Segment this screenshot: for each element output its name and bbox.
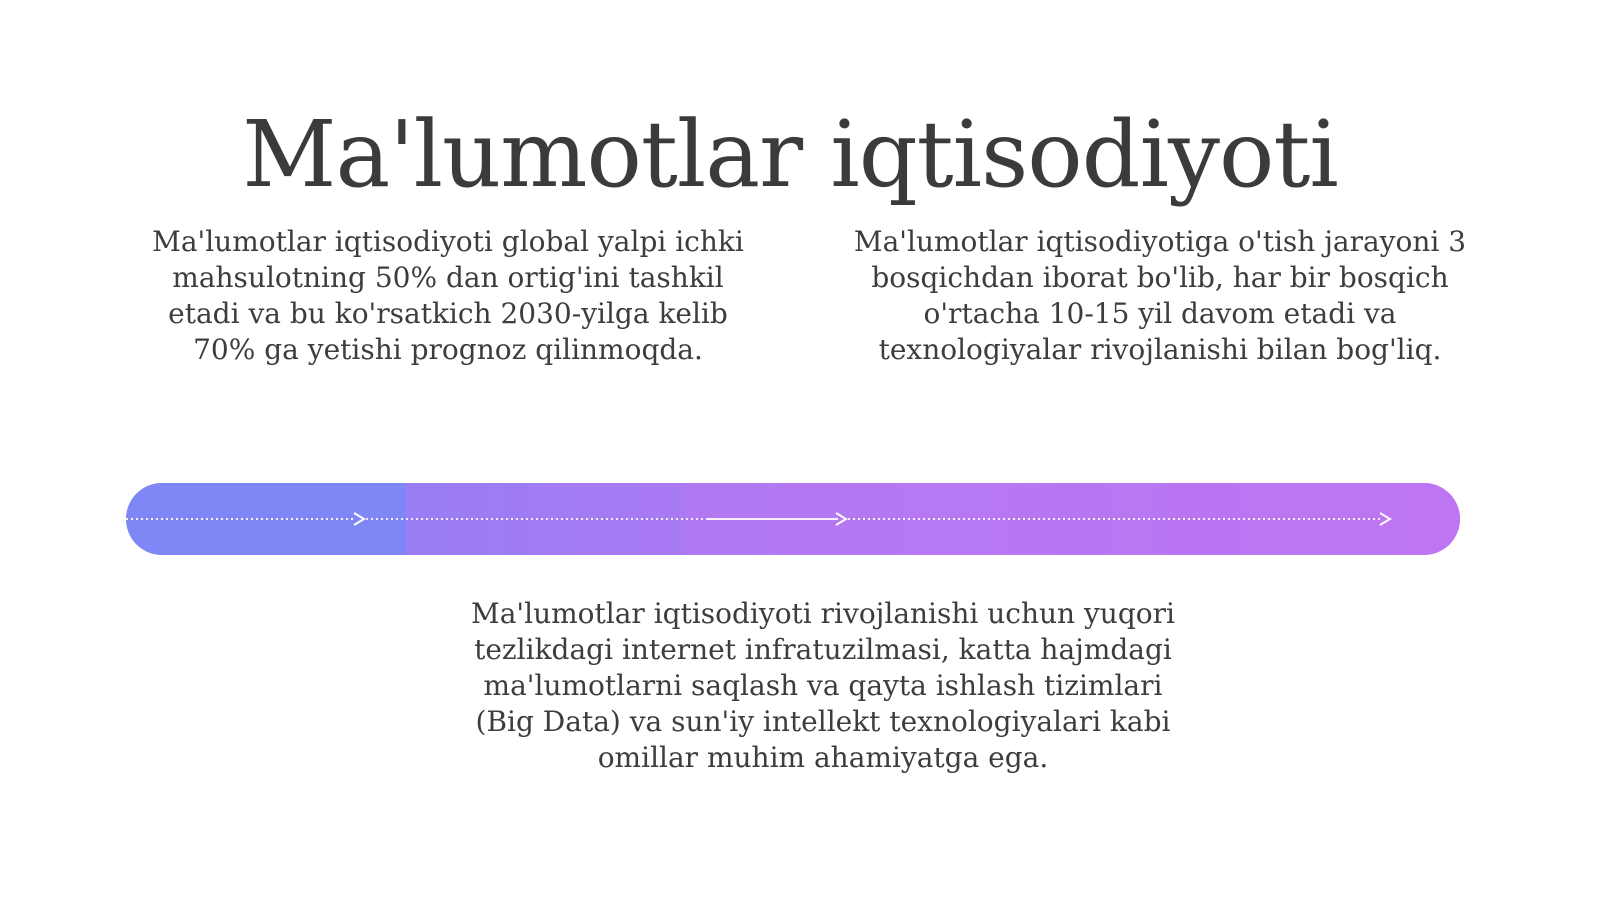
right-text-block: Ma'lumotlar iqtisodiyotiga o'tish jarayoni 3 bosqichdan iborat bo'lib, har bir bosqich o'rtacha 10-15 yil davom etadi va texnologiyalar rivojlanishi bilan bog'liq. <box>853 225 1467 366</box>
bottom-text-block: Ma'lumotlar iqtisodiyoti rivojlanishi uchun yuqori tezlikdagi internet infratuzilmasi, katta hajmdagi ma'lumotlarni saqlash va qayta ishlash tizimlari (Big Data) va sun'iy intellekt texnologiyalari kabi omillar muhim ahamiyatga ega. <box>471 597 1175 774</box>
timeline-arrows <box>126 483 1460 555</box>
slide-title: Ma'lumotlar iqtisodiyoti <box>242 100 1338 208</box>
arrow-head-3 <box>1380 513 1390 525</box>
timeline-bar <box>126 483 1460 555</box>
arrow-head-1 <box>354 513 364 525</box>
left-text-block: Ma'lumotlar iqtisodiyoti global yalpi ichki mahsulotning 50% dan ortig'ini tashkil etadi va bu ko'rsatkich 2030-yilga kelib 70% ga yetishi prognoz qilinmoqda. <box>152 225 744 366</box>
